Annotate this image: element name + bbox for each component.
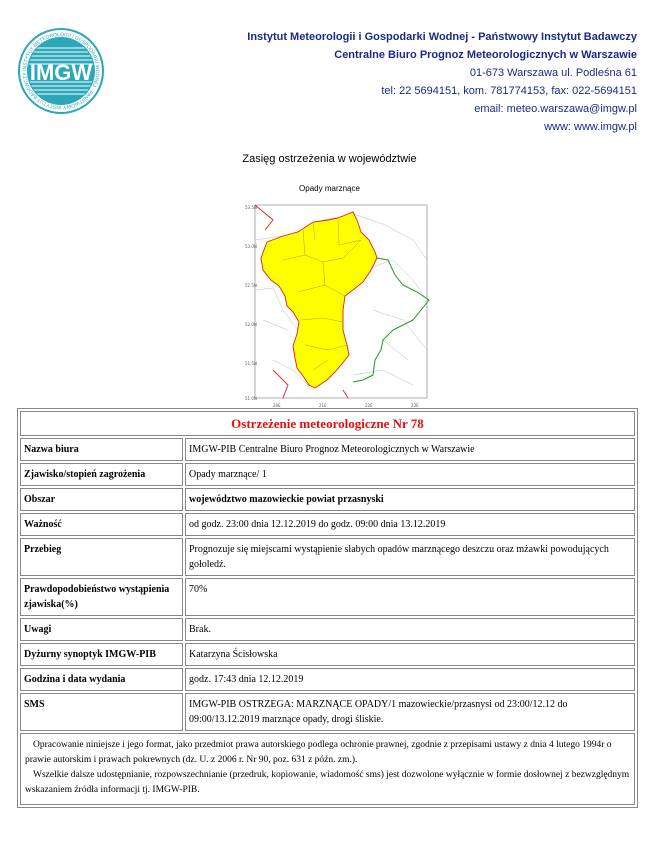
table-row xyxy=(20,488,635,511)
warning-title: Ostrzeżenie meteorologiczne Nr 78 xyxy=(20,411,635,436)
map-subtitle: Opady marznące xyxy=(299,184,360,193)
row-value: od godz. 23:00 dnia 12.12.2019 do godz. 09:00 dnia 13.12.2019 xyxy=(185,513,635,536)
xtick: 21E xyxy=(319,403,327,408)
xtick: 23E xyxy=(411,403,419,408)
ytick: 51.5N xyxy=(245,361,257,366)
row-value: Katarzyna Ścisłowska xyxy=(185,643,635,666)
logo-ring-text: INSTYTUT METEOROLOGII I GOSPODARKI WODNEJ · PAŃSTWOWY INSTYTUT BADAWCZY xyxy=(21,31,101,111)
row-label: Zjawisko/stopień zagrożenia xyxy=(20,463,183,486)
xtick: 22E xyxy=(365,403,373,408)
row-value: IMGW-PIB OSTRZEGA: MARZNĄCE OPADY/1 mazowieckie/przasnysi od 23:00/12.12 do 09:00/13.12.2019 marznące opady, drogi śliskie. xyxy=(185,693,635,731)
row-value: Opady marznące/ 1 xyxy=(185,463,635,486)
row-label: Nazwa biura xyxy=(20,438,183,461)
row-label: Dyżurny synoptyk IMGW-PIB xyxy=(20,643,183,666)
row-label: Godzina i data wydania xyxy=(20,668,183,691)
table-row xyxy=(20,693,635,731)
distribution-paragraph: Wszelkie dalsze udostępnianie, rozpowszechnianie (przedruk, kopiowanie, wiadomość sms) jest dozwolone wyłącznie w formie dosłownej z bezwzględnym wskazaniem źródła informacji tj. IMGW-PIB. xyxy=(25,770,630,795)
xtick: 20E xyxy=(273,403,281,408)
ytick: 51.0N xyxy=(245,396,257,401)
logo-text: IMGW xyxy=(29,60,93,85)
row-value: godz. 17:43 dnia 12.12.2019 xyxy=(185,668,635,691)
table-row xyxy=(20,578,635,616)
row-label: Obszar xyxy=(20,488,183,511)
row-value: IMGW-PIB Centralne Biuro Prognoz Meteorologicznych w Warszawie xyxy=(185,438,635,461)
table-row xyxy=(20,668,635,691)
table-row xyxy=(20,618,635,641)
row-label: SMS xyxy=(20,693,183,731)
ytick: 52.0N xyxy=(245,322,257,327)
map-title: Zasięg ostrzeżenia w województwie xyxy=(242,153,417,165)
ytick: 52.5N xyxy=(245,283,257,288)
row-label: Przebieg xyxy=(20,538,183,576)
table-row xyxy=(20,438,635,461)
row-label: Prawdopodobieństwo wystąpienia zjawiska(%) xyxy=(20,578,183,616)
table-row xyxy=(20,538,635,576)
row-value: Prognozuje się miejscami wystąpienie słabych opadów marznącego deszczu oraz mżawki powodujących gołoledź. xyxy=(185,538,635,576)
row-label: Uwagi xyxy=(20,618,183,641)
table-row xyxy=(20,463,635,486)
office-name: Centralne Biuro Prognoz Meteorologicznych w Warszawie xyxy=(334,49,637,61)
website[interactable]: www: www.imgw.pl xyxy=(544,121,637,133)
ytick: 53.5N xyxy=(245,205,257,210)
imgw-logo xyxy=(18,28,104,114)
institute-name: Instytut Meteorologii i Gospodarki Wodnej - Państwowy Instytut Badawczy xyxy=(247,31,637,43)
warning-map xyxy=(243,200,431,410)
address: 01-673 Warszawa ul. Podleśna 61 xyxy=(469,67,637,79)
header xyxy=(247,28,637,136)
ytick: 53.0N xyxy=(245,244,257,249)
phone: tel: 22 5694151, kom. 781774153, fax: 022-5694151 xyxy=(381,85,637,97)
copyright-paragraph: Opracowanie niniejsze i jego format, jako przedmiot prawa autorskiego podlega ochronie prawnej, zgodnie z przepisami ustawy z dnia 4 lutego 1994r o prawie autorskim i prawach pokrewnych (dz. U. z 2006 r. Nr 90, poz. 631 z późn. zm.). xyxy=(25,740,612,765)
row-label: Ważność xyxy=(20,513,183,536)
email[interactable]: email: meteo.warszawa@imgw.pl xyxy=(474,103,637,115)
table-row xyxy=(20,643,635,666)
row-value: województwo mazowieckie powiat przasnyski xyxy=(185,488,635,511)
row-value: Brak. xyxy=(185,618,635,641)
warning-table xyxy=(17,408,638,808)
table-row xyxy=(20,513,635,536)
copyright-notice xyxy=(20,733,635,805)
row-value: 70% xyxy=(185,578,635,616)
